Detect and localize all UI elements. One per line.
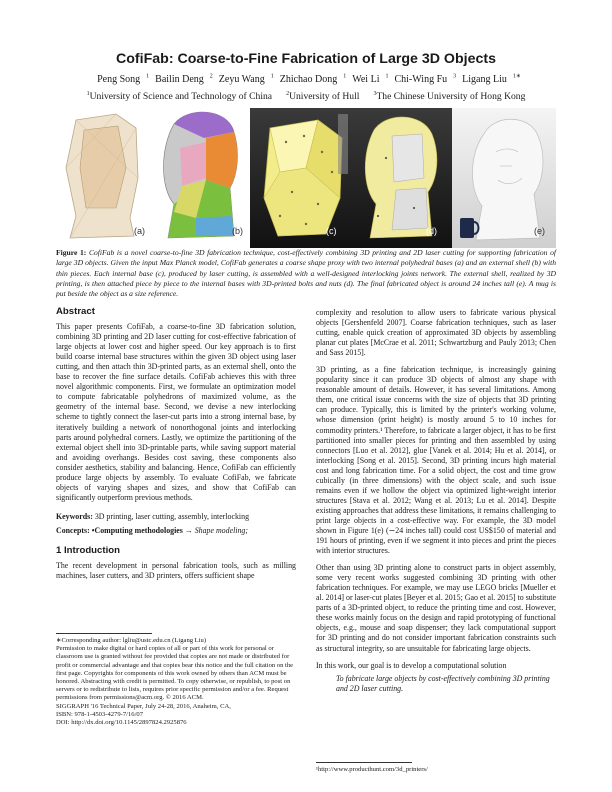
- doi-line: DOI: http://dx.doi.org/10.1145/2897824.2925876: [56, 719, 187, 727]
- paper-title: CofiFab: Coarse-to-Fine Fabrication of Large 3D Objects: [116, 51, 496, 67]
- panel-label-d: (d): [426, 226, 437, 236]
- author-name: Chi-Wing Fu: [394, 74, 448, 85]
- concepts-text: Shape modeling;: [194, 525, 248, 535]
- teaser-illustration: [56, 108, 556, 248]
- author-affiliation-mark: 1: [385, 73, 389, 80]
- left-footnote: [56, 633, 296, 727]
- intro-text: The recent development in personal fabrication tools, such as milling machines, laser cutters, and 3D printers, offers sufficient shape: [56, 561, 296, 581]
- right-paragraph-3: Other than using 3D printing alone to construct parts in object assembly, some very recent works suggested combining 3D printing with other fabrication techniques. For example, we may use LEGO bricks [Mueller et al. 2014] or laser-cut plates [Beyer et al. 2015; Gao et al. 2015] to substitute parts of a 3D-printed object, to reduce the printing time and cost. However, these works mainly focus on the design and rapid prototyping of functional objects, e.g., mouse and soap dispenser; they lack computational support for 3D printing and do not consider important fabrication constraints such as structural integrity, so are unsuitable for fabricating large objects.: [316, 563, 556, 653]
- keywords-label: Keywords:: [56, 511, 93, 521]
- affiliation-mark: 2: [286, 90, 290, 97]
- intro-heading: 1 Introduction: [56, 544, 120, 556]
- right-column: [316, 308, 556, 694]
- right-footnote-rule: [316, 762, 412, 763]
- panel-d-shell-attach: [352, 108, 452, 248]
- left-column: [56, 307, 296, 581]
- author-name: Bailin Deng: [155, 74, 204, 85]
- affiliation-name: University of Hull: [289, 91, 360, 102]
- teaser-figure: [56, 108, 556, 248]
- abstract-heading: Abstract: [56, 306, 95, 317]
- permission-notice: Permission to make digital or hard copies of all or part of this work for personal or classroom use is granted without fee provided that copies are not made or distributed for profit or commercial advantage and that copies bear this notice and the full citation on the first page. Copyrights for components of this work owned by others than ACM must be honored. Abstracting with credit is permitted. To copy otherwise, or republish, to post on servers or to redistribute to lists, requires prior specific permission and/or a fee. Request permissions from permissions@acm.org. © 2016 ACM.: [56, 645, 294, 702]
- affiliation: [87, 91, 272, 102]
- right-paragraph-4: In this work, our goal is to develop a computational solution: [316, 660, 507, 670]
- panel-label-e: (e): [534, 226, 545, 236]
- affiliation-mark: 1: [86, 90, 90, 97]
- author-name: Ligang Liu: [462, 74, 507, 85]
- concepts-bullet: •Computing methodologies: [91, 525, 183, 535]
- concepts: [56, 526, 296, 536]
- concepts-label: Concepts:: [56, 525, 90, 535]
- panel-label-c: (c): [326, 226, 337, 236]
- keywords: [56, 512, 296, 522]
- author-affiliation-mark: 1∗: [512, 73, 521, 80]
- panel-label-b: (b): [232, 226, 243, 236]
- author-affiliation-mark: 1: [343, 73, 347, 80]
- keywords-text: 3D printing, laser cutting, assembly, interlocking: [94, 511, 250, 521]
- affiliation-name: The Chinese University of Hong Kong: [376, 91, 526, 102]
- panel-c-internal-base: [250, 108, 352, 248]
- affiliation: [373, 91, 525, 102]
- goal-quote: To fabricate large objects by cost-effectively combining 3D printing and 2D laser cutting.: [336, 673, 550, 693]
- abstract-text: This paper presents CofiFab, a coarse-to-fine 3D fabrication solution, combining 3D printing and 2D laser cutting for cost-effective fabrication of large objects at lower cost and higher speed. Our key approach is to first build coarse internal base structures within the given 3D object using laser cutting, and then attach thin 3D-printed parts, as an external shell, onto the base to recover the fine surface details. CofiFab achieves this with three novel algorithmic components. First, we formulate an optimization model to compute fabricatable polyhedrons of maximized volume, as the geometry of the internal base. Second, we devise a new interlocking scheme to tightly connect the laser-cut parts into a strong internal base, by iteratively building a network of nonorthogonal joints and interlocking parts around polyhedral corners. Lastly, we optimize the partitioning of the external object shell into 3D-printable parts, while saving support material and avoiding overhangs. Besides cost saving, these components also consider aesthetics, stability and balancing. Hence, CofiFab can efficiently produce large objects by assembly. To evaluate CofiFab, we fabricate objects of varying shapes and sizes, and show that CofiFab can significantly outperform previous methods.: [56, 322, 296, 502]
- figure-caption-text: CofiFab is a novel coarse-to-fine 3D fabrication technique, cost-effectively combining 3D printing and 2D laser cutting for supporting fabrication of large 3D objects. Given the input Max Planck model, CofiFab generates a coarse shape proxy with two internal polyhedral bases (a) and an external shell (b) with thin pieces. Each internal base (c), produced by laser cutting, is assembled with a well-designed interlocking joints network. The external shell, realized by 3D printing, is then attached piece by piece to the internal bases with 3D-printed bolts and nuts (d). The final fabricated object is around 24 inches tall (e). A mug is put beside the object as a size reference.: [56, 248, 556, 299]
- right-footnote: [316, 762, 556, 774]
- author-affiliation-mark: 3: [453, 73, 457, 80]
- author-affiliation-mark: 1: [270, 73, 274, 80]
- author-affiliation-mark: 2: [209, 73, 213, 80]
- affiliation-mark: 3: [373, 90, 377, 97]
- footnote-rule: [56, 633, 152, 634]
- figure-caption: [56, 248, 556, 299]
- author-name: Zhichao Dong: [279, 74, 338, 85]
- author-list: [40, 74, 572, 85]
- affiliation: [286, 91, 359, 102]
- author-name: Peng Song: [97, 74, 141, 85]
- affiliation-list: [40, 91, 572, 102]
- panel-label-a: (a): [134, 226, 145, 236]
- author-affiliation-mark: 1: [146, 73, 150, 80]
- isbn-line: ISBN: 978-1-4503-4279-7/16/07: [56, 710, 143, 718]
- author-name: Zeyu Wang: [218, 74, 265, 85]
- figure-caption-label: Figure 1:: [56, 248, 87, 257]
- affiliation-name: University of Science and Technology of China: [89, 91, 273, 102]
- printers-url-footnote: ¹http://www.producthunt.com/3d_printers/: [316, 766, 428, 773]
- corresponding-author: ∗Corresponding author: lgliu@ustc.edu.cn (Ligang Liu): [56, 637, 207, 644]
- right-paragraph-2: 3D printing, as a fine fabrication technique, is increasingly gaining popularity since it can produce 3D objects of almost any shape with reasonable amount of details. However, it has several limitations. Among them, one critical issue concerns with the size of objects that 3D printing can produce. Typically, this is limited by the printer's working volume, whose dimension (print height) is mostly around 5 to 10 inches for commodity printers.¹ Therefore, to fabricate a larger object, it has to be first partitioned into smaller pieces for printing and then assembled by using connectors [Luo et al. 2012], glue [Vanek et al. 2014; Hu et al. 2014], or interlocking [Song et al. 2015]. Second, 3D printing incurs high material cost and long fabrication time. For a solid object, the cost and time grow cubically (in three dimensions) with the object scale, and such issue remains even if we hollow the object via optimized light-weight interior structures [Stava et al. 2012; Wang et al. 2013; Lu et al. 2014]. Despite existing approaches that address these limitations, it remains challenging to print large objects in a cost-effective way. For example, the 3D model shown in Figure 1(e) (∼24 inches tall) could cost US$150 of material and 191 hours of printing, even if we segment it into pieces and print the pieces with interior structures.: [316, 365, 556, 556]
- author-name: Wei Li: [352, 74, 380, 85]
- venue-line: SIGGRAPH '16 Technical Paper, July 24-28, 2016, Anaheim, CA,: [56, 702, 231, 710]
- right-paragraph-1: complexity and resolution to allow users to fabricate various physical objects [Gershenfeld 2007]. Coarse fabrication techniques, such as laser cutting, enable quick creation of approximated 3D objects by assembling planar cut plates [McCrae et al. 2011; Schwartzburg and Pauly 2013; Chen and Sass 2015].: [316, 308, 556, 358]
- concepts-arrow: →: [184, 525, 193, 535]
